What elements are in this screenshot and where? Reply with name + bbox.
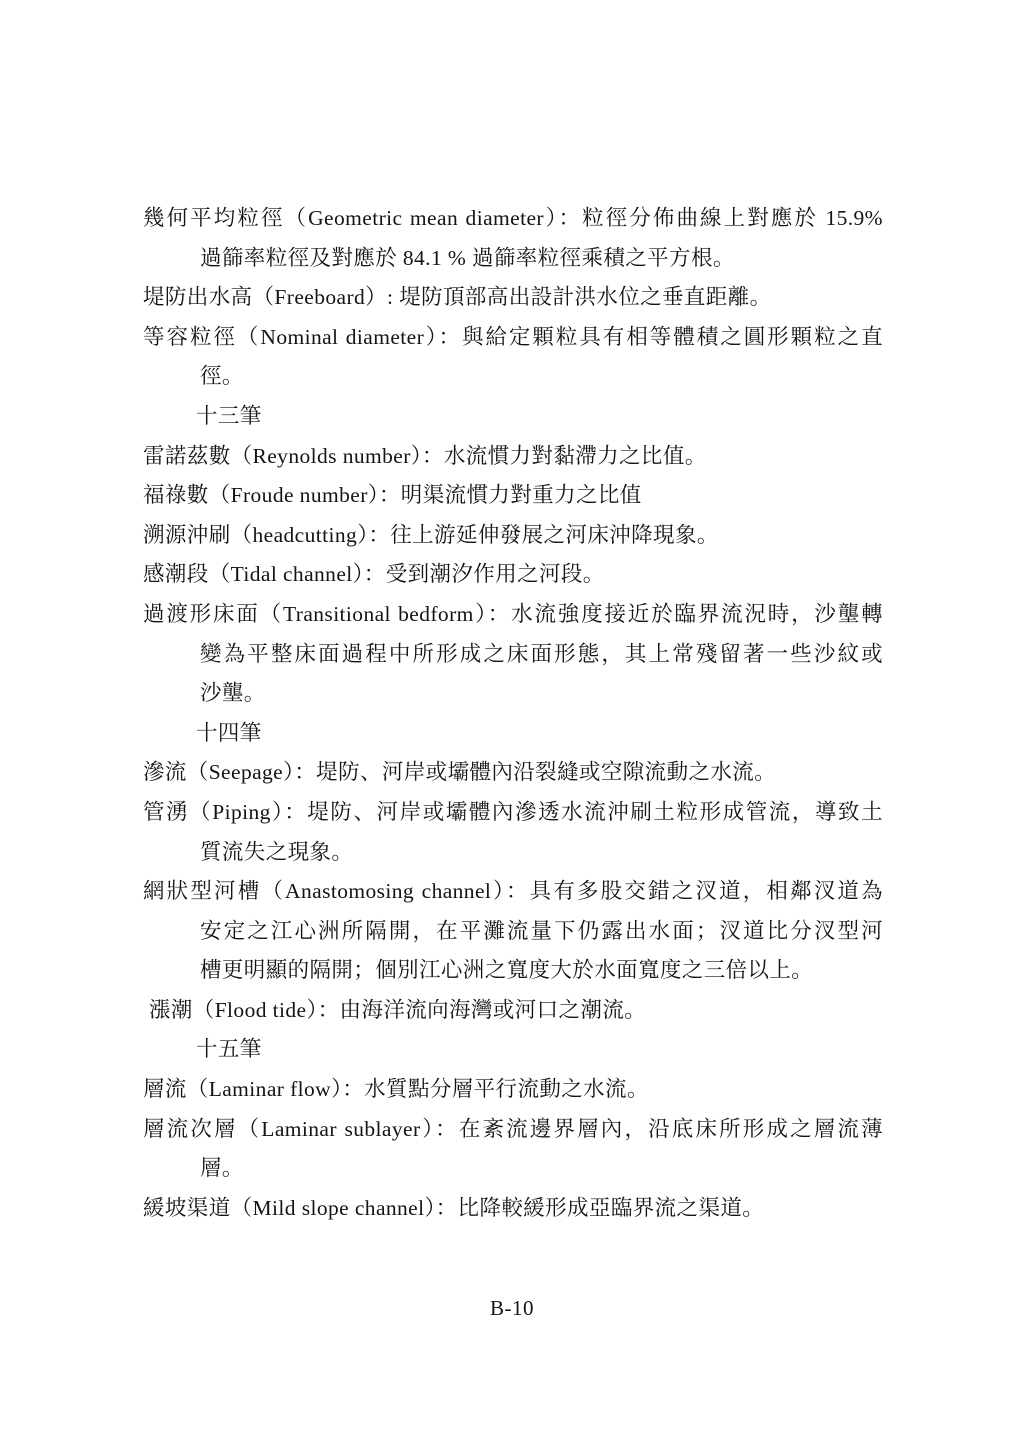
glossary-line: 雷諾茲數（Reynolds number）：水流慣力對黏滯力之比值。 xyxy=(143,443,707,468)
glossary-line: 等容粒徑（Nominal diameter）：與給定顆粒具有相等體積之圓形顆粒之直 xyxy=(143,324,883,349)
glossary-line: 過篩率粒徑及對應於 84.1 % 過篩率粒徑乘積之平方根。 xyxy=(200,245,735,270)
glossary-line: 滲流（Seepage）：堤防、河岸或壩體內沿裂縫或空隙流動之水流。 xyxy=(143,760,777,785)
stroke-section-heading: 十三筆 xyxy=(196,403,262,428)
glossary-line: 緩坡渠道（Mild slope channel）：比降較緩形成亞臨界流之渠道。 xyxy=(143,1195,765,1220)
glossary-line: 槽更明顯的隔開；個別江心洲之寬度大於水面寬度之三倍以上。 xyxy=(200,958,814,983)
glossary-line: 安定之江心洲所隔開，在平灘流量下仍露出水面；汊道比分汊型河 xyxy=(200,918,883,943)
glossary-line: 變為平整床面過程中所形成之床面形態，其上常殘留著一些沙紋或 xyxy=(200,641,883,666)
glossary-line: 過渡形床面（Transitional bedform）：水流強度接近於臨界流況時，沙壟轉 xyxy=(143,601,883,626)
glossary-line: 沙壟。 xyxy=(200,681,266,706)
glossary-line: 管湧（Piping）：堤防、河岸或壩體內滲透水流沖刷土粒形成管流，導致土 xyxy=(143,799,883,824)
glossary-line: 層流（Laminar flow）：水質點分層平行流動之水流。 xyxy=(143,1077,649,1102)
stroke-section-heading: 十四筆 xyxy=(196,720,262,745)
glossary-line: 漲潮（Flood tide）：由海洋流向海灣或河口之潮流。 xyxy=(149,997,647,1022)
glossary-line: 幾何平均粒徑（Geometric mean diameter）：粒徑分佈曲線上對應於 15.9% xyxy=(143,206,883,230)
glossary-line: 網狀型河槽（Anastomosing channel）：具有多股交錯之汊道，相鄰汊道為 xyxy=(143,879,883,904)
glossary-line: 質流失之現象。 xyxy=(200,839,354,864)
glossary-line: 層。 xyxy=(200,1156,244,1181)
glossary-line: 福祿數（Froude number）：明渠流慣力對重力之比值 xyxy=(143,483,642,508)
glossary-line: 層流次層（Laminar sublayer）：在紊流邊界層內，沿底床所形成之層流薄 xyxy=(143,1116,883,1141)
glossary-line: 堤防出水高（Freeboard）: 堤防頂部高出設計洪水位之垂直距離。 xyxy=(143,285,772,310)
glossary-line: 徑。 xyxy=(200,364,244,389)
stroke-section-heading: 十五筆 xyxy=(196,1037,262,1062)
glossary-content xyxy=(143,199,883,1228)
page-number: B-10 xyxy=(490,1296,534,1320)
glossary-line: 溯源沖刷（headcutting）：往上游延伸發展之河床沖降現象。 xyxy=(143,522,719,547)
glossary-line: 感潮段（Tidal channel）：受到潮汐作用之河段。 xyxy=(143,562,605,587)
